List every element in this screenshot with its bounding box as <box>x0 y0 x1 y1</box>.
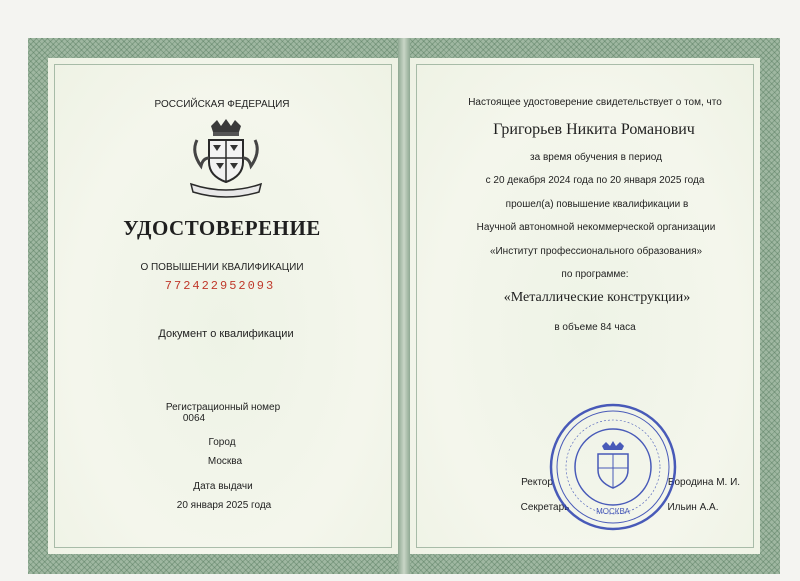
official-stamp <box>548 402 678 532</box>
intro-text: Настоящее удостоверение свидетельствует о том, что <box>468 97 722 108</box>
registration-label: Регистрационный номер <box>165 402 281 413</box>
volume-text: в объеме 84 часа <box>554 322 636 333</box>
secretary-label: Секретарь <box>520 502 570 513</box>
form-number: 772422952093 <box>164 279 276 293</box>
registration-number: 0064 <box>182 413 206 424</box>
document-subtitle: О ПОВЫШЕНИИ КВАЛИФИКАЦИИ <box>140 262 304 273</box>
passed-text: прошел(а) повышение квалификации в <box>505 199 689 210</box>
document-type-label: Документ о квалификации <box>158 328 294 340</box>
program-label: по программе: <box>561 269 629 280</box>
organization-line-1: Научной автономной некоммерческой организации <box>476 222 716 233</box>
city-value: Москва <box>207 456 243 467</box>
issue-date: 20 января 2025 года <box>176 500 272 511</box>
stamp-city: МОСКВА <box>596 507 630 516</box>
country-label: РОССИЙСКАЯ ФЕДЕРАЦИЯ <box>154 99 290 110</box>
page-fold <box>398 38 410 574</box>
organization-line-2: «Институт профессионального образования» <box>489 246 703 257</box>
period-dates: с 20 декабря 2024 года по 20 января 2025 года <box>485 175 705 186</box>
city-label: Город <box>208 437 236 448</box>
holder-name: Григорьев Никита Романович <box>493 121 695 138</box>
rector-label: Ректор <box>521 477 553 488</box>
issue-date-label: Дата выдачи <box>193 481 253 492</box>
program-name: «Металлические конструкции» <box>503 290 691 305</box>
secretary-name: Ильин А.А. <box>667 502 719 513</box>
coat-of-arms-emblem <box>183 118 269 200</box>
period-label: за время обучения в период <box>530 152 662 163</box>
rector-name: Бородина М. И. <box>667 477 741 488</box>
document-title: УДОСТОВЕРЕНИЕ <box>123 216 321 240</box>
